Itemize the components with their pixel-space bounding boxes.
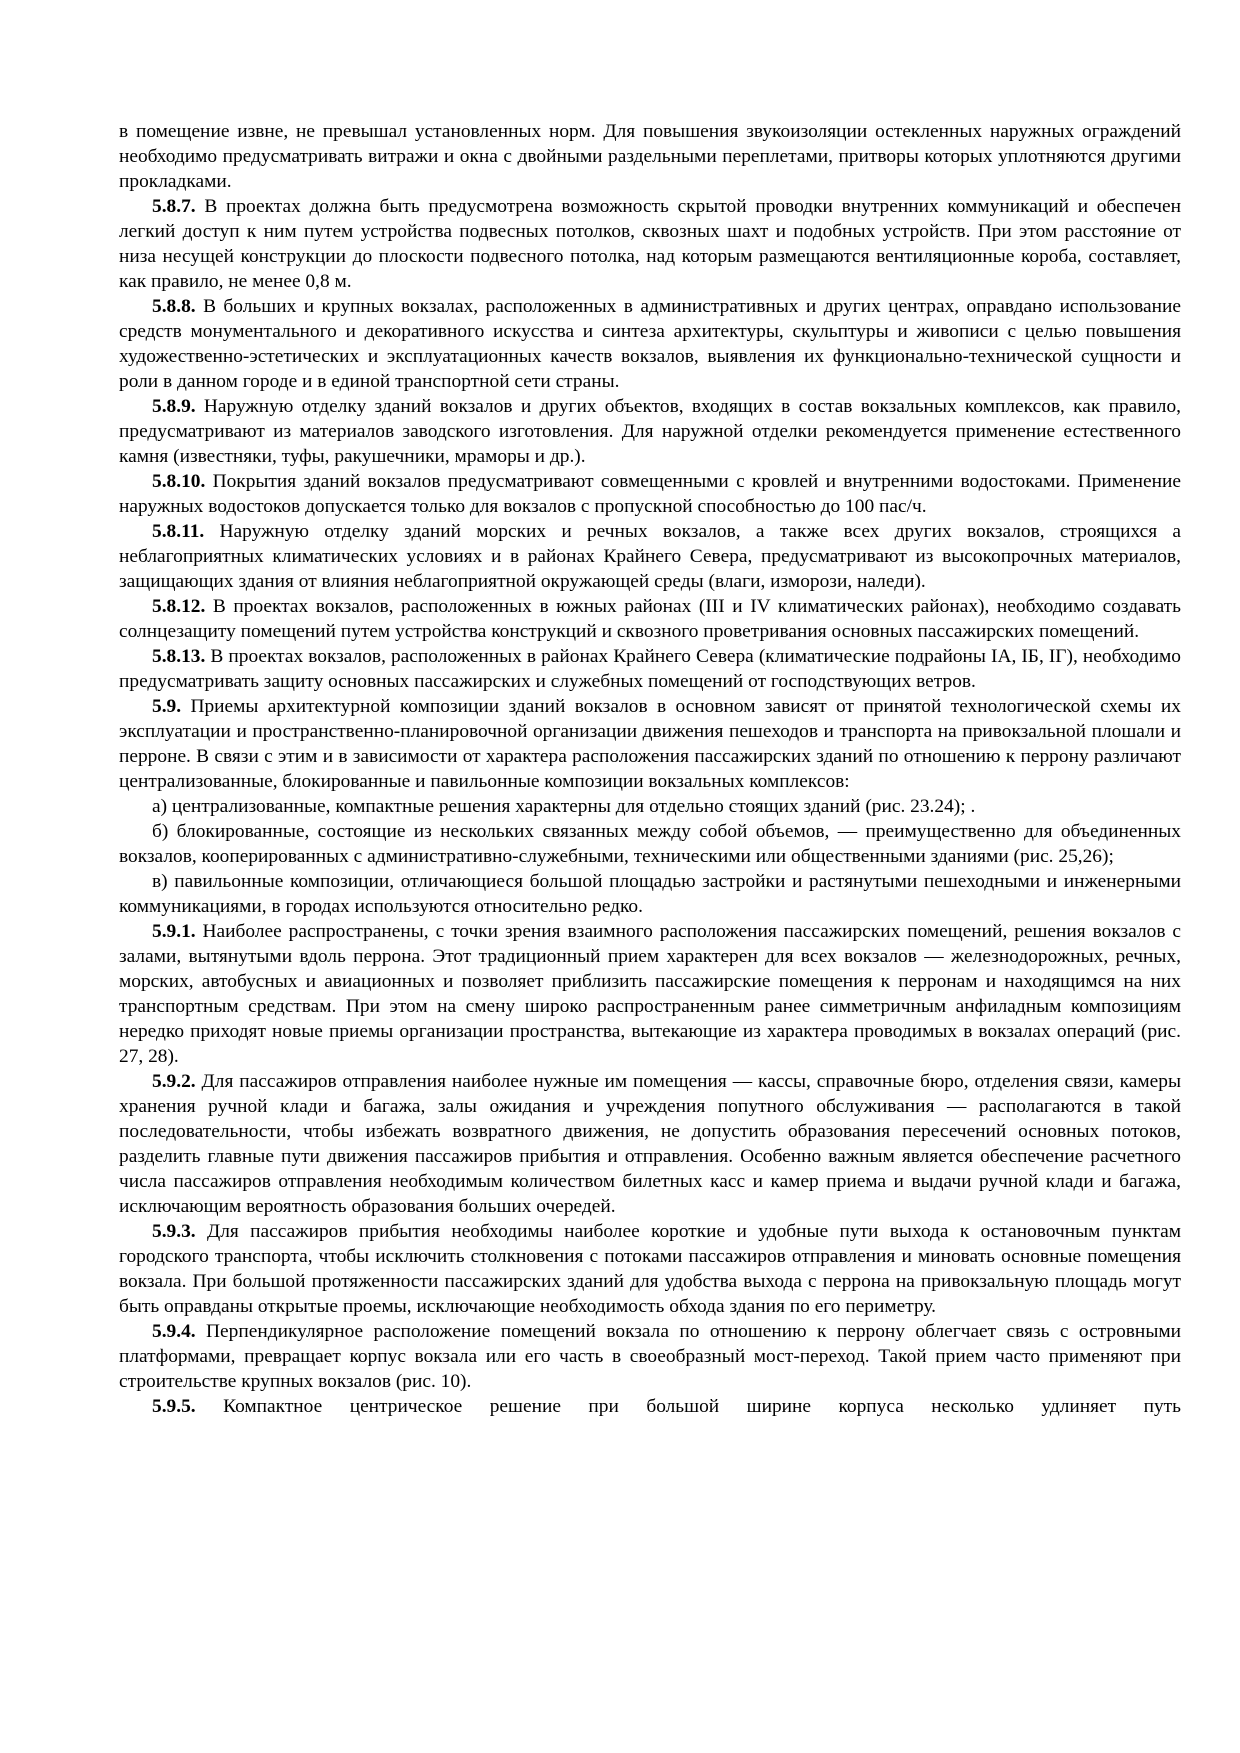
paragraph-5-8-10 <box>119 469 1181 519</box>
section-number: 5.9.2. <box>152 1071 196 1092</box>
document-page <box>119 119 1181 1419</box>
paragraph-text: б) блокированные, состоящие из нескольких связанных между собой объемов, — преимущественно для объединенных вокзалов, кооперированных с административно-служебными, техническими или общественными зданиями (рис. 25,26); <box>119 821 1181 867</box>
section-number: 5.9.5. <box>152 1396 196 1417</box>
paragraph-text: в) павильонные композиции, отличающиеся большой площадью застройки и растянутыми пешеходными и инженерными коммуникациями, в городах используются относительно редко. <box>119 871 1181 917</box>
paragraph-5-8-7 <box>119 194 1181 294</box>
list-item-v <box>119 869 1181 919</box>
paragraph-text: в помещение извне, не превышал установленных норм. Для повышения звукоизоляции остекленных наружных ограждений необходимо предусматривать витражи и окна с двойными раздельными переплетами, притворы которых уплотняются другими прокладками. <box>119 121 1181 192</box>
paragraph-text: В проектах вокзалов, расположенных в районах Крайнего Севера (климатические подрайоны IA, IБ, IГ), необходимо предусматривать защиту основных пассажирских и служебных помещений от господствующих ветров. <box>119 646 1181 692</box>
paragraph-5-9-3 <box>119 1219 1181 1319</box>
list-item-b <box>119 819 1181 869</box>
list-item-a <box>119 794 1181 819</box>
paragraph-5-8-8 <box>119 294 1181 394</box>
paragraph-text: Для пассажиров отправления наиболее нужные им помещения — кассы, справочные бюро, отделения связи, камеры хранения ручной клади и багажа, залы ожидания и учреждения попутного обслуживания — располагаются в такой последовательности, чтобы избежать возвратного движения, не допустить образования пересечений основных потоков, разделить главные пути движения пассажиров прибытия и отправления. Особенно важным является обеспечение расчетного числа пассажиров отправления необходимым количеством билетных касс и камер приема и выдачи ручной клади и багажа, исключающим вероятность образования больших очередей. <box>119 1071 1181 1217</box>
section-number: 5.8.11. <box>152 521 205 542</box>
section-number: 5.9.1. <box>152 921 196 942</box>
paragraph-5-8-13 <box>119 644 1181 694</box>
paragraph-text: В проектах должна быть предусмотрена возможность скрытой проводки внутренних коммуникаций и обеспечен легкий доступ к ним путем устройства подвесных потолков, сквозных шахт и подобных устройств. При этом расстояние от низа несущей конструкции до плоскости подвесного потолка, над которым размещаются вентиляционные короба, составляет, как правило, не менее 0,8 м. <box>119 196 1181 292</box>
section-number: 5.8.9. <box>152 396 196 417</box>
paragraph-text: Покрытия зданий вокзалов предусматривают совмещенными с кровлей и внутренними водостоками. Применение наружных водостоков допускается только для вокзалов с пропускной способностью до 100 пас/ч. <box>119 471 1181 517</box>
section-number: 5.8.8. <box>152 296 196 317</box>
paragraph-5-9-4 <box>119 1319 1181 1394</box>
paragraph-text: Наружную отделку зданий вокзалов и других объектов, входящих в состав вокзальных комплексов, как правило, предусматривают из материалов заводского изготовления. Для наружной отделки рекомендуется применение естественного камня (известняки, туфы, ракушечники, мраморы и др.). <box>119 396 1181 467</box>
paragraph-text: Компактное центрическое решение при большой ширине корпуса несколько удлиняет путь <box>195 1396 1181 1417</box>
section-number: 5.8.7. <box>152 196 196 217</box>
section-number: 5.9.3. <box>152 1221 196 1242</box>
paragraph-intro <box>119 119 1181 194</box>
section-number: 5.8.10. <box>152 471 206 492</box>
paragraph-5-9-1 <box>119 919 1181 1069</box>
section-number: 5.9. <box>152 696 182 717</box>
paragraph-text: В больших и крупных вокзалах, расположенных в административных и других центрах, оправдано использование средств монументального и декоративного искусства и синтеза архитектуры, скульптуры и живописи с целью повышения художественно-эстетических и эксплуатационных качеств вокзалов, выявления их функционально-технической сущности и роли в данном городе и в единой транспортной сети страны. <box>119 296 1181 392</box>
paragraph-text: Наружную отделку зданий морских и речных вокзалов, а также всех других вокзалов, строящихся а неблагоприятных климатических условиях и в районах Крайнего Севера, предусматривают из высокопрочных материалов, защищающих здания от влияния неблагоприятной окружающей среды (влаги, изморози, наледи). <box>119 521 1181 592</box>
paragraph-5-9 <box>119 694 1181 794</box>
paragraph-5-8-11 <box>119 519 1181 594</box>
paragraph-5-9-2 <box>119 1069 1181 1219</box>
section-number: 5.9.4. <box>152 1321 196 1342</box>
section-number: 5.8.12. <box>152 596 206 617</box>
paragraph-text: В проектах вокзалов, расположенных в южных районах (III и IV климатических районах), необходимо создавать солнцезащиту помещений путем устройства конструкций и сквозного проветривания основных пассажирских помещений. <box>119 596 1181 642</box>
section-number: 5.8.13. <box>152 646 206 667</box>
paragraph-text: Перпендикулярное расположение помещений вокзала по отношению к перрону облегчает связь с островными платформами, превращает корпус вокзала или его часть в своеобразный мост-переход. Такой прием часто применяют при строительстве крупных вокзалов (рис. 10). <box>119 1321 1181 1392</box>
paragraph-text: Для пассажиров прибытия необходимы наиболее короткие и удобные пути выхода к остановочным пунктам городского транспорта, чтобы исключить столкновения с потоками пассажиров отправления и миновать основные помещения вокзала. При большой протяженности пассажирских зданий для удобства выхода с перрона на привокзальную площадь могут быть оправданы открытые проемы, исключающие необходимость обхода здания по его периметру. <box>119 1221 1181 1317</box>
paragraph-text: Наиболее распространены, с точки зрения взаимного расположения пассажирских помещений, решения вокзалов с залами, вытянутыми вдоль перрона. Этот традиционный прием характерен для всех вокзалов — железнодорожных, речных, морских, автобусных и авиационных и позволяет приблизить пассажирские помещения к перронам и находящимся на них транспортным средствам. При этом на смену широко распространенным ранее симметричным анфиладным композициям нередко приходят новые приемы организации пространства, вытекающие из характера проводимых в вокзалах операций (рис. 27, 28). <box>119 921 1181 1067</box>
paragraph-5-8-9 <box>119 394 1181 469</box>
paragraph-5-9-5 <box>119 1394 1181 1419</box>
paragraph-5-8-12 <box>119 594 1181 644</box>
paragraph-text: Приемы архитектурной композиции зданий вокзалов в основном зависят от принятой технологической схемы их эксплуатации и пространственно-планировочной организации движения пешеходов и транспорта на привокзальной плошали и перроне. В связи с этим и в зависимости от характера расположения пассажирских зданий по отношению к перрону различают централизованные, блокированные и павильонные композиции вокзальных комплексов: <box>119 696 1181 792</box>
paragraph-text: а) централизованные, компактные решения характерны для отдельно стоящих зданий (рис. 23.24); . <box>152 796 976 817</box>
